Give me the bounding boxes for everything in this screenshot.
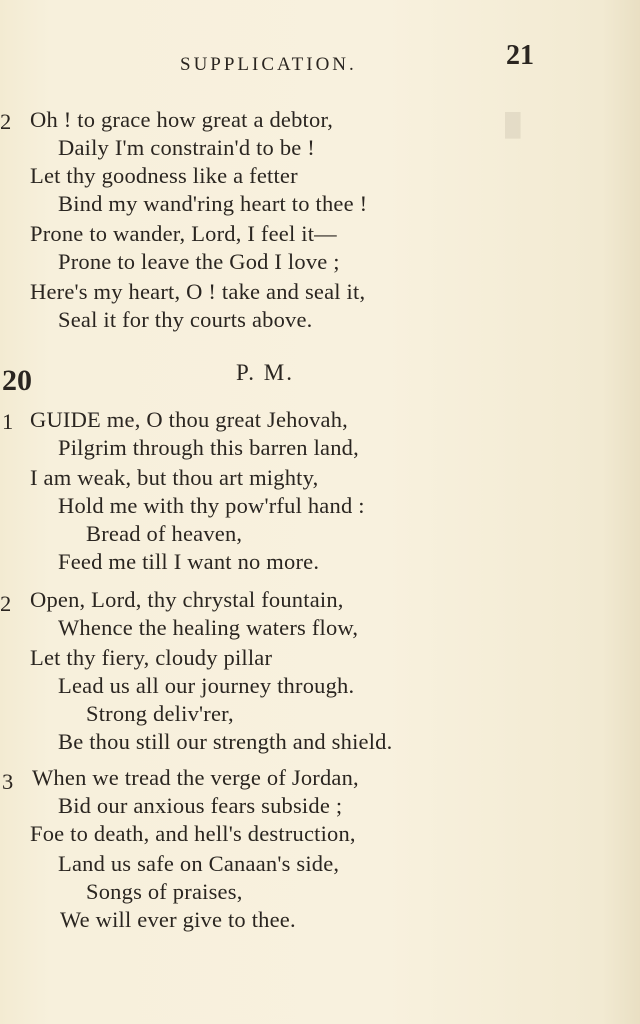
verse-line: Strong deliv'rer, — [86, 701, 234, 726]
verse-line: Feed me till I want no more. — [58, 549, 320, 574]
verse-line: Here's my heart, O ! take and seal it, — [30, 279, 366, 304]
verse-line: Bread of heaven, — [86, 521, 243, 546]
show-through: █ — [505, 112, 521, 137]
verse-line: I am weak, but thou art mighty, — [30, 465, 319, 490]
verse-line: Pilgrim through this barren land, — [58, 435, 359, 460]
verse-line: Songs of praises, — [86, 879, 243, 904]
hymn-meter: P. M. — [236, 360, 294, 385]
verse-line: Oh ! to grace how great a debtor, — [30, 107, 334, 132]
stanza-number: 1 — [2, 409, 14, 434]
verse-line: GUIDE me, O thou great Jehovah, — [30, 407, 348, 432]
verse-line: Let thy fiery, cloudy pillar — [30, 645, 273, 670]
stanza-number: 2 — [0, 109, 12, 134]
verse-line: Let thy goodness like a fetter — [30, 163, 298, 188]
verse-line: Land us safe on Canaan's side, — [58, 851, 340, 876]
verse-line: Prone to wander, Lord, I feel it— — [30, 221, 337, 246]
verse-line: Seal it for thy courts above. — [58, 307, 313, 332]
verse-line: Lead us all our journey through. — [58, 673, 355, 698]
verse-line: Be thou still our strength and shield. — [58, 729, 393, 754]
verse-line: Foe to death, and hell's destruction, — [30, 821, 356, 846]
verse-line: Hold me with thy pow'rful hand : — [58, 493, 365, 518]
stanza-number: 2 — [0, 591, 12, 616]
verse-line: When we tread the verge of Jordan, — [32, 765, 359, 790]
verse-line: Daily I'm constrain'd to be ! — [58, 135, 315, 160]
verse-line: Bind my wand'ring heart to thee ! — [58, 191, 368, 216]
verse-line: Open, Lord, thy chrystal fountain, — [30, 587, 344, 612]
hymn-number: 20 — [2, 364, 32, 397]
verse-line: We will ever give to thee. — [60, 907, 296, 932]
running-header: SUPPLICATION. — [180, 54, 357, 75]
verse-line: Whence the healing waters flow, — [58, 615, 359, 640]
page-number: 21 — [506, 40, 534, 71]
verse-line: Prone to leave the God I love ; — [58, 249, 340, 274]
stanza-number: 3 — [2, 769, 14, 794]
verse-line: Bid our anxious fears subside ; — [58, 793, 343, 818]
